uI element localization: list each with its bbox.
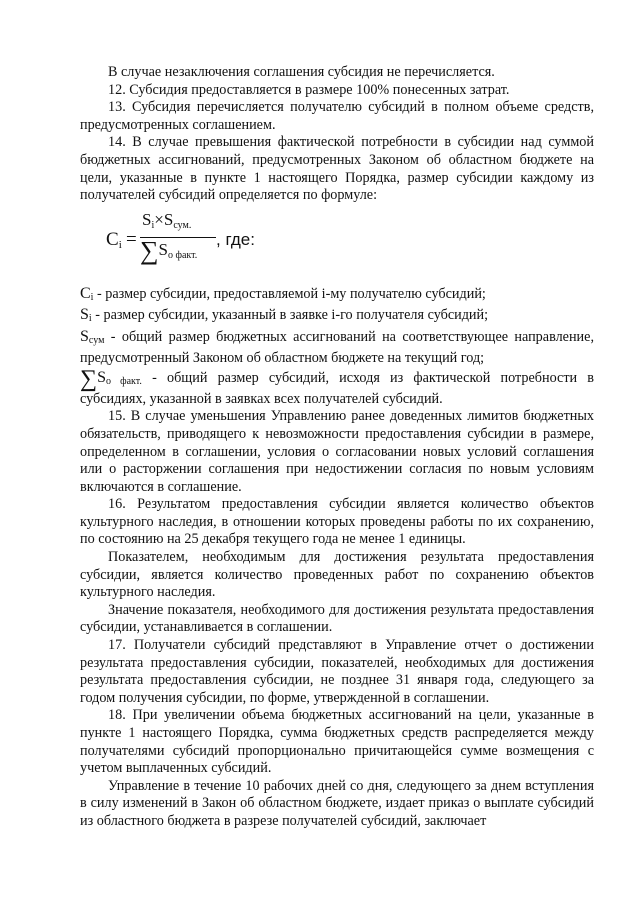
paragraph: 15. В случае уменьшения Управлению ранее доведенных лимитов бюджетных обязательств, приводящего к невозможности предоставления субсидии в размере, определенном в соглашении, условия о согласовании новых условий соглашения или о расторжении соглашения при недостижении согласия по новым условиям включаются в соглашение. (80, 408, 594, 495)
formula-equals: = (126, 228, 137, 250)
paragraph: 12. Субсидия предоставляется в размере 100% понесенных затрат. (108, 81, 510, 98)
formula-numerator: $S_i\times S_{сум.}$ (142, 209, 192, 231)
definition-sum-s-fact: $\sum S_{о факт.}$ - общий размер субсидий, исходя из фактической потребности в субсидиях, указанной в заявках всех получателей субсидий. (80, 366, 595, 407)
formula-denominator: $\sum S_{о факт.}$ (140, 235, 198, 265)
paragraph: Управление в течение 10 рабочих дней со дня, следующего за днем вступления в силу изменений в Закон об областном бюджете, издает приказ о выплате субсидий из областного бюджета в разрезе получателей субсидий, заключает (80, 777, 594, 829)
paragraph: Значение показателя, необходимого для достижения результата предоставления субсидии, устанавливается в соглашении. (80, 601, 594, 636)
paragraph: Показателем, необходимым для достижения результата предоставления субсидии, является количество проведенных работ по сохранению объектов культурного наследия. (80, 549, 594, 601)
definition-ssum: $S_{сум}$ - общий размер бюджетных ассигнований на соответствующее направление, предусмотренный Законом об областном бюджете на текущий год; (80, 327, 594, 366)
definition-ci: $C_i$ - размер субсидии, предоставляемой i-му получателю субсидий; (80, 284, 486, 303)
formula-lhs: $C_i$ (106, 228, 122, 251)
formula-tail: , где: (216, 229, 255, 249)
paragraph: 17. Получатели субсидий представляют в Управление отчет о достижении результата предоставления субсидии, показателей, необходимых для достижения результата предоставления субсидии, не позднее 31 января года, следующего за годом получения субсидии, по форме, утвержденной в соглашении. (80, 637, 594, 706)
paragraph: 16. Результатом предоставления субсидии является количество объектов культурного наследия, в отношении которых проведены работы по их сохранению, по состоянию на 25 декабря текущего года не менее 1 единицы. (80, 496, 594, 548)
paragraph: В случае незаключения соглашения субсидия не перечисляется. (108, 64, 495, 80)
definition-si: $S_i$ - размер субсидии, указанный в заявке i-го получателя субсидий; (80, 306, 489, 325)
paragraph: 13. Субсидия перечисляется получателю субсидий в полном объеме средств, предусмотренных соглашением. (80, 99, 594, 133)
subsidy-formula (80, 205, 594, 285)
paragraph: 14. В случае превышения фактической потребности в субсидии над суммой бюджетных ассигнований, предусмотренных Законом об областном бюджете на цели, указанные в пункте 1 настоящего Порядка, размер субсидии каждому из получателей субсидий определяется по формуле: (80, 134, 594, 204)
paragraph: 18. При увеличении объема бюджетных ассигнований на цели, указанные в пункте 1 настоящего Порядка, сумма бюджетных средств распределяется между получателями субсидий пропорционально причитающейся сумме возмещения с учетом выплаченных субсидий. (80, 707, 594, 777)
